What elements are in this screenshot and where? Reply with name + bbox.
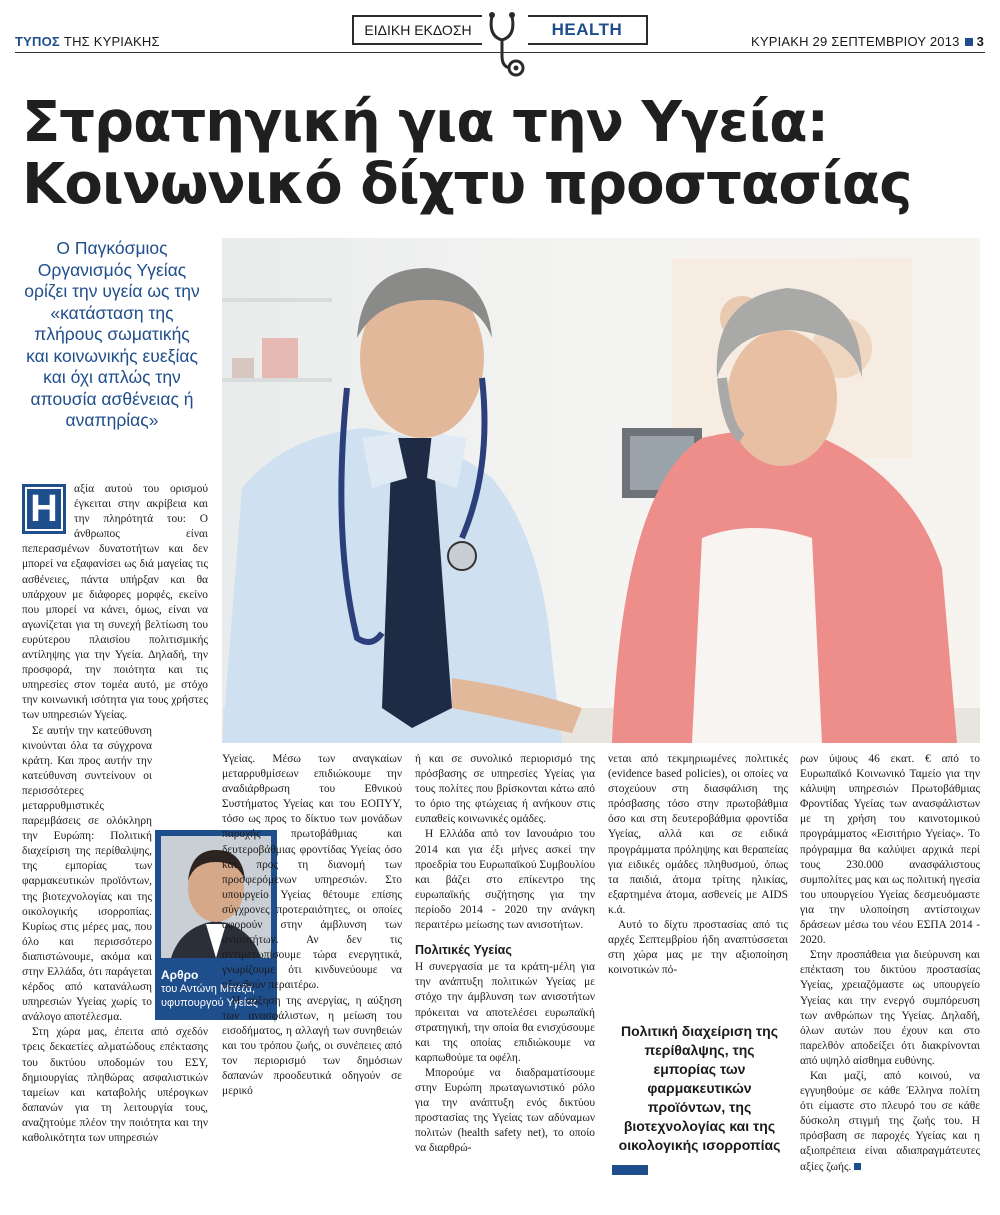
- drop-cap: Η: [22, 484, 66, 534]
- article-column-4: [608, 752, 788, 978]
- article-headline: [22, 92, 982, 216]
- special-edition-label: ΕΙΔΙΚΗ ΕΚΔΟΣΗ: [352, 15, 482, 45]
- masthead-rest: ΤΗΣ ΚΥΡΙΑΚΗΣ: [63, 34, 160, 49]
- masthead-brand: ΤΥΠΟΣ: [15, 34, 60, 49]
- paragraph: ρων ύψους 46 εκατ. € από το Ευρωπαϊκό Κοινωνικό Ταμείο για την κάλυψη υπηρεσιών Πρωτοβάθμιας Φροντίδας Υγείας των ανασφάλιστων με τη χρήση του καινοτομικού προγράμματος «Εισιτήριο Υγείας». Το πρόγραμμα θα καλύψει αρχικά περί τους 230.000 ανασφάλιστους συμπολίτες μας και ως πολιτική ηγεσία του υπουργείου Υγείας δεσμευόμαστε για την υλοποίηση αντίστοιχων δράσεων μέσω του νέου ΕΣΠΑ 2014 - 2020.: [800, 753, 980, 947]
- author-role: Αρθρο: [161, 968, 199, 982]
- paragraph: Αυτό το δίχτυ προστασίας από τις αρχές Σεπτεμβρίου ήδη αναπτύσσεται στη χώρα μας με την αξιοποίηση κοινοτικών πό-: [608, 919, 788, 977]
- paragraph: Στην προσπάθεια για διεύρυνση και επέκταση του δικτύου προστασίας Υγείας, χρειαζόμαστε ως υπουργείο Υγείας και την ενεργό συμπόρευση των ανθρώπων της Υγείας. Δηλαδή, όλων αυτών που έχουν και στο παρελθόν αποδείξει ότι διακρίνονται από υψηλό αίσθημα ευθύνης.: [800, 949, 980, 1067]
- pull-quote-mark: [612, 1165, 648, 1175]
- headline-line-1: Στρατηγική για την Υγεία:: [22, 90, 829, 155]
- doctor-and-patient-photo: [222, 238, 980, 743]
- page-number: 3: [976, 34, 984, 49]
- paragraph: αξία αυτού του ορισμού έγκειται στην ακρίβεια και την πληρότητά του: Ο άνθρωπος είναι πεπερασμένων δυνατοτήτων και δεν μπορεί να εξαφανίσει ως διά μαγείας τις ασθένειες, πάντα υπήρξαν και θα υπάρχουν με διάφορες μορφές, εκείνο που μπορεί να κάνει, όμως, είναι να αγωνίζεται για τη συνεχή βελτίωση του ευρύτερου πλαισίου πολιτισμικής αντίληψης για την Υγεία. Δηλαδή, την προσφορά, την ποιότητα και τις υπηρεσίες στον τομέα αυτό, με στόχο την κοινωνική ισότητα για τους χρήστες των υπηρεσιών Υγείας.: [22, 483, 208, 722]
- page-header: [0, 0, 1000, 85]
- paragraph: νεται από τεκμηριωμένες πολιτικές (evidence based policies), οι οποίες να στοχεύουν στη διασφάλιση της πρόσβασης τόσο στην πρωτοβάθμια όσο και στη δευτεροβάθμια φροντίδα Υγείας, αλλά και σε ειδικά προγράμματα πρόληψης και θεραπείας για ειδικές ομάδες πληθυσμού, όπως τα παιδιά, άτομα τρίτης ηλικίας, εξαρτημένα άτομα, ασθενείς με AIDS κ.ά.: [608, 753, 788, 916]
- paragraph: ή και σε συνολικό περιορισμό της πρόσβασης σε υπηρεσίες Υγείας για τους πολίτες που βρίσκονται κάτω από το όριο της φτώχειας ή ανήκουν στις ευπαθείς κοινωνικές ομάδες.: [415, 753, 595, 826]
- paragraph: Μπορούμε να διαδραματίσουμε στην Ευρώπη πρωταγωνιστικό ρόλο για την ανάπτυξη ενός δικτύου προστασίας της Υγείας των αδύναμων πολιτών (health safety net), το οποίο να διαρθρώ-: [415, 1066, 595, 1155]
- article-column-1: [22, 482, 208, 1146]
- issue-date: ΚΥΡΙΑΚΗ 29 ΣΕΠΤΕΜΒΡΙΟΥ 2013: [750, 34, 960, 49]
- pull-quote: [612, 1020, 787, 1175]
- paragraph: Η αύξηση της ανεργίας, η αύξηση των ανασφάλιστων, η μείωση του εισοδήματος, η αλλαγή των συνηθειών και του τρόπου ζωής, οι συνέπειες από τον περιορισμό των δημόσιων δαπανών προοδευτικά οδηγούν σε μερικό: [222, 994, 402, 1098]
- masthead: [15, 34, 160, 49]
- closing-text: Και μαζί, από κοινού, να εγγυηθούμε σε κάθε Έλληνα πολίτη ότι είμαστε στο πλευρό του σε κάθε δύσκολη στιγμή της ζωής του. Η πρόσβαση σε παροχές Υγείας και η αξιοπρέπεια είναι αδιαπραγμάτευτες αξίες ζωής.: [800, 1069, 980, 1173]
- article-column-3: [415, 752, 595, 1156]
- article-column-2: [222, 752, 402, 1099]
- header-rule: [15, 52, 985, 53]
- paragraph: Η συνεργασία με τα κράτη-μέλη για την ανάπτυξη πολιτικών Υγείας με στόχο την άμβλυνση των ανισοτήτων πρόκειται να αποτελέσει ευρωπαϊκή στρατηγική, την οποία θα ενισχύσουμε και της οποίας επιδιώκουμε να καρπωθούμε τα οφέλη.: [415, 961, 595, 1064]
- paragraph: Στη χώρα μας, έπειτα από σχεδόν τρεις δεκαετίες αλματώδους επέκτασης του δικτύου υποδομών του ΕΣΥ, δημιουργίας πληθώρας ασφαλιστικών ταμείων και καταβολής υπέρογκων δαπανών για τη λειτουργία τους, αναζητούμε πλέον την ποιότητα και την καθολικότητα των υπηρεσιών: [22, 1026, 208, 1145]
- author-name: του Αντώνη Μπέζα, υφυπουργού Υγείας: [161, 983, 258, 1009]
- paragraph: Η Ελλάδα από τον Ιανουάριο του 2014 και για έξι μήνες ασκεί την προεδρία του Ευρωπαϊκού Συμβουλίου και βάζει στο επίκεντρο της ευρωπαϊκής συζήτησης για την περίοδο 2014 - 2020 την ανάγκη περαιτέρω μείωσης των ανισοτήτων.: [415, 828, 595, 932]
- end-mark: [854, 1163, 861, 1170]
- paragraph: [800, 1069, 980, 1175]
- health-section-label: HEALTH: [528, 15, 648, 45]
- article-intro: Ο Παγκόσμιος Οργανισμός Υγείας ορίζει την υγεία ως την «κατάσταση της πλήρους σωματικής και κοινωνικής ευεξίας και όχι απλώς την απουσία ασθένειας ή αναπηρίας»: [24, 238, 200, 430]
- issue-info: [751, 34, 984, 49]
- stethoscope-icon: [482, 6, 528, 80]
- paragraph: Σε αυτήν την κατεύθυνση κινούνται όλα τα σύγχρονα κράτη. Και προς αυτήν την κατεύθυνση συντείνουν οι περισσότερες μεταρρυθμιστικές παρεμβάσεις σε ολόκληρη την Ευρώπη: Πολιτική διαχείριση της περίθαλψης, της εμπορίας των φαρμακευτικών προϊόντων, της βιοτεχνολογίας και της οικολογικής ισορροπίας. Κυρίως στις μέρες μας, που όλο και περισσότερο διαπιστώνουμε, ακόμα και στην Ελλάδα, ότι παράγεται κέρδος από κατανάλωση υπηρεσιών Υγείας χωρίς το ανάλογο αποτέλεσμα.: [22, 724, 152, 1024]
- article-column-5: [800, 752, 980, 1175]
- divider-square: [965, 38, 973, 46]
- photo-illustration: [222, 238, 980, 743]
- section-subheading: Πολιτικές Υγείας: [415, 943, 512, 958]
- headline-line-2: Κοινωνικό δίχτυ προστασίας: [22, 152, 912, 217]
- paragraph: Υγείας. Μέσω των αναγκαίων μεταρρυθμίσεων επιδιώκουμε την αναδιάρθρωση του Εθνικού Συστήματος Υγείας και του ΕΟΠΥΥ, τόσο ως προς το δίκτυο των μονάδων παροχής πρωτοβάθμιας και δευτεροβάθμιας φροντίδας Υγείας όσο και προς τη διανομή των προσφερόμενων υπηρεσιών. Στο υπουργείο Υγείας θέτουμε επίσης σύγχρονες προτεραιότητες, οι οποίες αφορούν στην άμβλυνση των ανισοτήτων. Αν δεν τις αντιμετωπίσουμε τώρα ενεργητικά, γνωρίζουμε ότι κινδυνεύουμε να οξυνθούν περαιτέρω.: [222, 753, 402, 992]
- pull-quote-text: Πολιτική διαχείριση της περίθαλψης, της εμπορίας των φαρμακευτικών προϊόντων, της βιοτεχνολογίας και της οικολογικής ισορροπίας: [618, 1023, 781, 1153]
